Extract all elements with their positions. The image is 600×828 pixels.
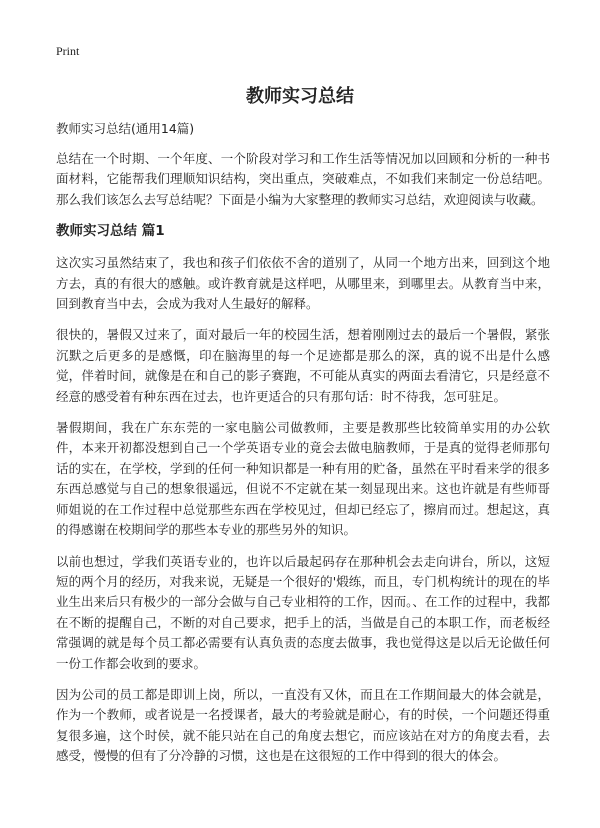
body-paragraph: 因为公司的员工都是即训上岗，所以，一直没有又休，而且在工作期间最大的体会就是，作为一个教师，或者说是一名授课者，最大的考验就是耐心，有的时侯，一个问题还得重复很多遍，这个时侯，就不能只站在自己的角度去想它，而应该站在对方的角度去看，去感受，慢慢的但有了分冷静的习惯，这也是在这很短的工作中得到的很大的体会。 — [56, 686, 550, 764]
body-paragraph: 以前也想过，学我们英语专业的，也许以后最起码存在那种机会去走向讲台，所以，这短短的两个月的经历，对我来说，无疑是一个很好的'煅练，而且，专门机构统计的现在的毕业生出来后只有极少的一部分会做与自己专业相符的工作，因而。、在工作的过程中，我都在不断的提醒自己，不断的对自己要求，把手上的活，当做是自己的本职工作，而老板经常强调的就是每个员工都必需要有认真负责的态度去做事，我也觉得这是以后无论做任何一份工作都会收到的要求。 — [56, 553, 550, 671]
body-paragraph: 这次实习虽然结束了，我也和孩子们依依不舍的道别了，从同一个地方出来，回到这个地方去，真的有很大的感触。或许教育就是这样吧，从哪里来，到哪里去。从教育当中来，回到教育当中去，会成为我对人生最好的解释。 — [56, 255, 550, 312]
body-paragraph: 很快的，暑假又过来了，面对最后一年的校园生活，想着刚刚过去的最后一个暑假，紧张沉默之后更多的是感慨，印在脑海里的每一个足迹都是那么的深，真的说不出是什么感觉，伴着时间，就像是在和自己的影子赛跑，不可能从真实的两面去看清它，只是经意不经意的感受着有种东西在过去，也许更适合的只有那句话：时不待我，怎可驻足。 — [56, 327, 550, 404]
intro-paragraph: 总结在一个时期、一个年度、一个阶段对学习和工作生活等情况加以回顾和分析的一种书面材料，它能帮我们理顺知识结构，突出重点，突破难点，不如我们来制定一份总结吧。那么我们该怎么去写总结呢？下面是小编为大家整理的教师实习总结，欢迎阅读与收藏。 — [56, 151, 550, 207]
page-title: 教师实习总结 — [246, 86, 354, 107]
print-link[interactable]: Print — [56, 44, 80, 58]
section-heading: 教师实习总结 篇1 — [56, 223, 165, 240]
document-subtitle: 教师实习总结(通用14篇) — [56, 121, 195, 136]
document-body — [56, 118, 550, 778]
body-paragraph: 暑假期间，我在广东东莞的一家电脑公司做教师，主要是教那些比较简单实用的办公软件，本来开初都没想到自己一个学英语专业的竟会去做电脑教师，于是真的觉得老师那句话的实在，在学校，学到的任何一种知识都是一种有用的贮备，虽然在平时看来学的很多东西总感觉与自己的想象很遥远，但说不不定就在某一刻显现出来。这也许就是有些师哥师姐说的在工作过程中总觉那些东西在学校见过，但却已经忘了，擦肩而过。想起这，真的得感谢在校期间学的那些本专业的那些另外的知识。 — [56, 420, 550, 538]
